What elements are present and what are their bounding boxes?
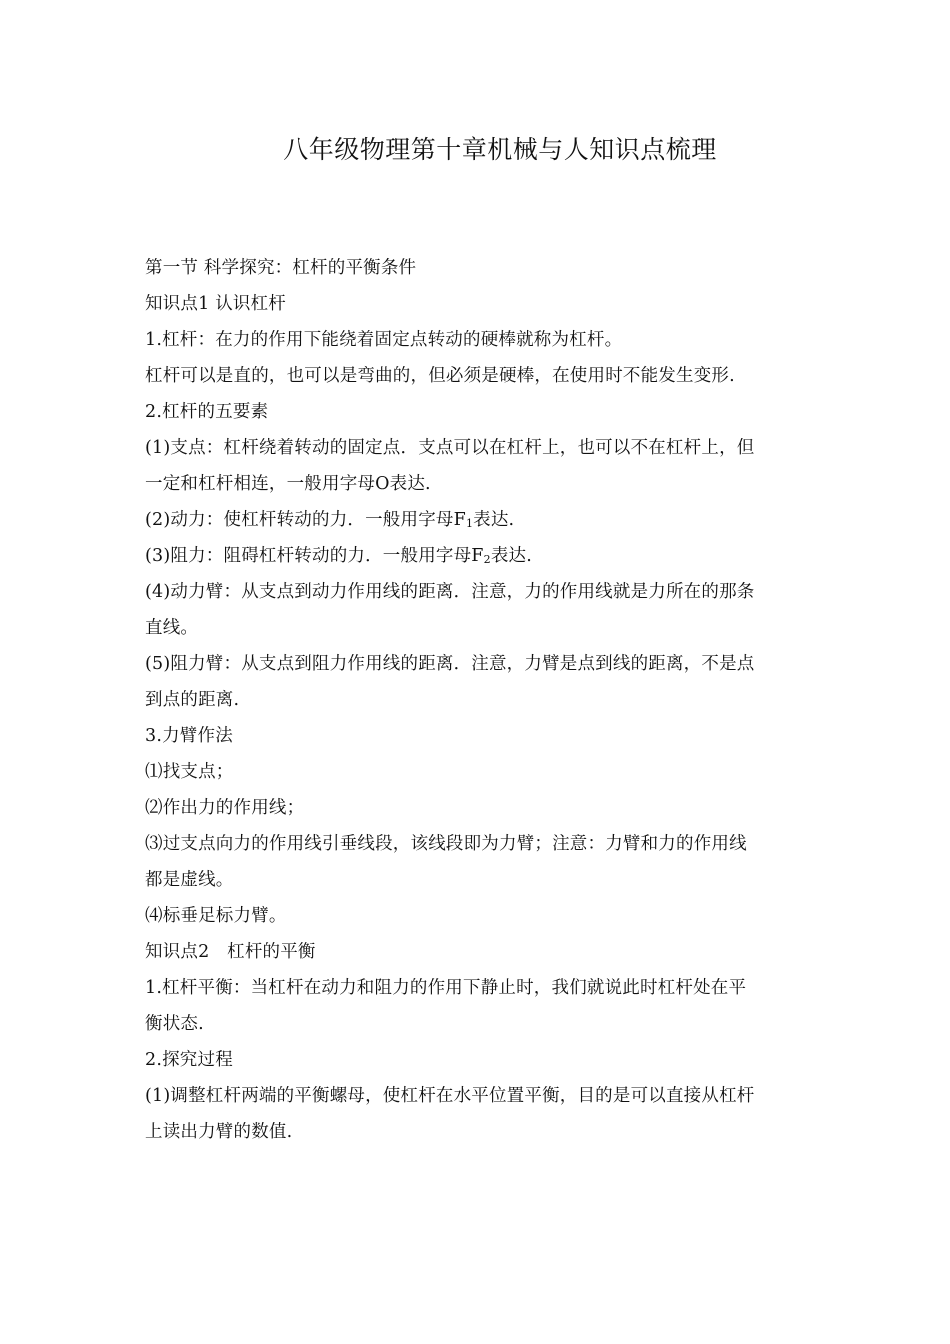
- paragraph-line: ⑷标垂足标力臂。: [145, 906, 287, 926]
- document-body: [145, 250, 815, 1150]
- paragraph-line: (1)调整杠杆两端的平衡螺母，使杠杆在水平位置平衡，目的是可以直接从杠杆: [145, 1086, 755, 1106]
- subscript: 2: [483, 553, 491, 566]
- line-text: (3)阻力：阻碍杠杆转动的力．一般用字母F: [145, 546, 484, 566]
- paragraph-line: 都是虚线。: [145, 870, 234, 890]
- section-heading: 第一节 科学探究：杠杆的平衡条件: [145, 258, 417, 278]
- knowledge-point-heading: 知识点2 杠杆的平衡: [145, 942, 316, 962]
- paragraph-line-effort-force: [145, 502, 815, 538]
- line-text: (2)动力：使杠杆转动的力．一般用字母F: [145, 510, 466, 530]
- paragraph-line: 3.力臂作法: [145, 726, 233, 746]
- paragraph-line: 1.杠杆：在力的作用下能绕着固定点转动的硬棒就称为杠杆。: [145, 330, 623, 350]
- paragraph-line: 一定和杠杆相连，一般用字母O表达.: [145, 474, 431, 494]
- document-title: 八年级物理第十章机械与人知识点梳理: [283, 135, 717, 164]
- paragraph-line: 直线。: [145, 618, 199, 638]
- knowledge-point-heading: 知识点1 认识杠杆: [145, 294, 286, 314]
- line-text: 表达.: [490, 546, 533, 566]
- paragraph-line-resistance-force: [145, 538, 815, 574]
- subscript: 1: [465, 517, 474, 530]
- paragraph-line: 1.杠杆平衡：当杠杆在动力和阻力的作用下静止时，我们就说此时杠杆处在平: [145, 978, 747, 998]
- paragraph-line: (4)动力臂：从支点到动力作用线的距离．注意，力的作用线就是力所在的那条: [145, 582, 755, 602]
- paragraph-line: ⑵作出力的作用线；: [145, 798, 305, 818]
- paragraph-line: 上读出力臂的数值.: [145, 1122, 293, 1142]
- paragraph-line: 衡状态.: [145, 1014, 204, 1034]
- paragraph-line: 到点的距离.: [145, 690, 240, 710]
- paragraph-line: 2.探究过程: [145, 1050, 233, 1070]
- paragraph-line: (5)阻力臂：从支点到阻力作用线的距离．注意，力臂是点到线的距离，不是点: [145, 654, 755, 674]
- paragraph-line: 2.杠杆的五要素: [145, 402, 269, 422]
- paragraph-line: (1)支点：杠杆绕着转动的固定点．支点可以在杠杆上，也可以不在杠杆上，但: [145, 438, 755, 458]
- paragraph-line: ⑴找支点；: [145, 762, 234, 782]
- paragraph-line: ⑶过支点向力的作用线引垂线段，该线段即为力臂；注意：力臂和力的作用线: [145, 834, 747, 854]
- paragraph-line: 杠杆可以是直的，也可以是弯曲的，但必须是硬棒，在使用时不能发生变形.: [145, 366, 735, 386]
- line-text: 表达.: [473, 510, 515, 530]
